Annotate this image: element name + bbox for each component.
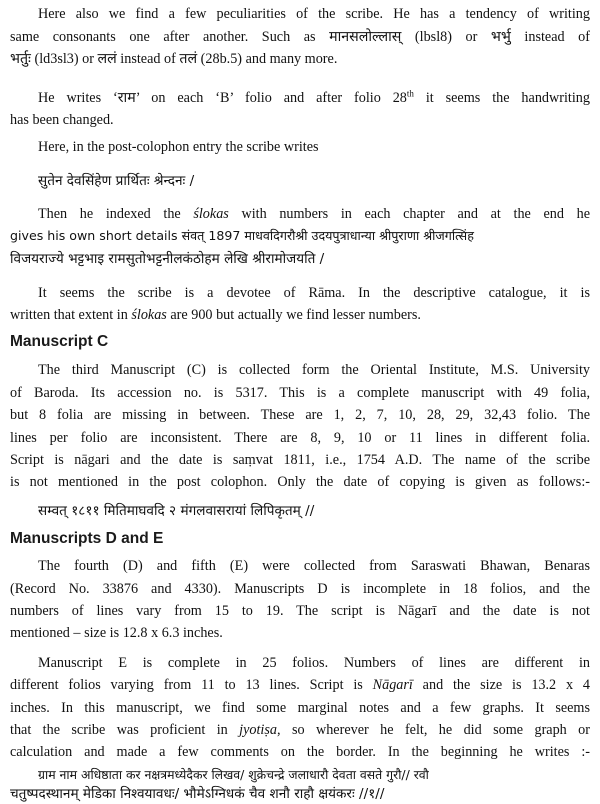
text-line: same consonants one after another. Such as मानसलोल्लास् (lbsl8) or भर्भु instead of bbox=[10, 29, 590, 45]
text-line: of Baroda. Its accession no. is 5317. This is a complete manuscript with 49 folia, bbox=[10, 385, 590, 401]
text-span: with numbers in each chapter and at the end he bbox=[228, 206, 590, 222]
text-line: The fourth (D) and fifth (E) were collected from Saraswati Bhawan, Benaras bbox=[38, 558, 590, 574]
text-line bbox=[38, 88, 590, 108]
text-span: written that extent in bbox=[10, 307, 132, 323]
sanskrit-quote: सुतेन देवसिंहेण प्रार्थितः श्रेन्दनः / bbox=[38, 173, 195, 189]
text-line: Script is nāgari and the date is saṃvat 1811, i.e., 1754 A.D. The name of the scribe bbox=[10, 452, 590, 468]
text-line: has been changed. bbox=[10, 112, 114, 128]
italic-term: jyotiṣa bbox=[239, 722, 277, 738]
text-span: that the scribe was proficient in bbox=[10, 722, 240, 738]
section-heading: Manuscript C bbox=[10, 333, 109, 350]
text-span: are 900 but actually we find lesser numbers. bbox=[166, 307, 421, 323]
italic-term: ślokas bbox=[131, 307, 167, 323]
text-line: numbers of lines vary from 15 to 19. The script is Nāgarī and the date is not bbox=[10, 603, 590, 619]
sanskrit-quote: चतुष्पदस्थानम् मेडिका निश्वयावधः/ भौमेऽग्निधकं चैव शनौ राहौ क्षयंकरः //१// bbox=[10, 786, 385, 802]
sanskrit-quote: ग्राम नाम अधिष्ठाता कर नक्षत्रमध्येदैकर लिखव/ शुक्रेचन्द्रे जलाधारौ देवता वसते गुरौ// रवौ bbox=[38, 767, 429, 782]
text-span: , so wherever he felt, he did some graph or bbox=[277, 722, 590, 738]
text-span: He writes ‘राम’ on each ‘B’ folio and after folio 28 bbox=[38, 90, 407, 106]
text-line: The third Manuscript (C) is collected form the Oriental Institute, M.S. University bbox=[38, 362, 590, 378]
text-line: but 8 folia are missing in between. These are 1, 2, 7, 10, 28, 29, 32,43 folio. The bbox=[10, 407, 590, 423]
text-line bbox=[10, 675, 590, 695]
italic-term: ślokas bbox=[193, 206, 229, 222]
text-line bbox=[10, 305, 590, 325]
text-line: lines per folio are inconsistent. There are 8, 9, 10 or 11 lines in different folia. bbox=[10, 430, 590, 446]
text-line bbox=[38, 204, 590, 224]
text-line: Manuscript E is complete in 25 folios. Numbers of lines are different in bbox=[38, 655, 590, 671]
superscript: th bbox=[406, 88, 414, 99]
text-line: (Record No. 33876 and 4330). Manuscripts D is incomplete in 18 folios, and the bbox=[10, 581, 590, 597]
text-line: mentioned – size is 12.8 x 6.3 inches. bbox=[10, 625, 223, 641]
text-line: Here, in the post-colophon entry the scribe writes bbox=[38, 139, 319, 155]
section-heading: Manuscripts D and E bbox=[10, 530, 164, 547]
text-line: It seems the scribe is a devotee of Rāma. In the descriptive catalogue, it is bbox=[38, 285, 590, 301]
text-span: Then he indexed the bbox=[38, 206, 194, 222]
text-line bbox=[10, 720, 590, 740]
text-line: भर्तुः (ld3sl3) or ललं instead of तलं (28b.5) and many more. bbox=[10, 51, 338, 67]
text-line: is not mentioned in the post colophon. Only the date of copying is given as follows:- bbox=[10, 474, 590, 490]
text-line: gives his own short details संवत् 1897 माधवदिगरौश्री उदयपुत्राधान्या श्रीपुराणा श्रीजगत्सिंह bbox=[10, 228, 474, 243]
sanskrit-quote: विजयराज्ये भट्टभाइ रामसुतोभट्टनीलकंठोहम लेखि श्रीरामोजयति / bbox=[10, 251, 325, 267]
text-line: inches. In this manuscript, we find some marginal notes and a few graphs. It seems bbox=[10, 700, 590, 716]
text-span: it seems the handwriting bbox=[413, 90, 590, 106]
text-span: and the size is 13.2 x 4 bbox=[412, 677, 590, 693]
sanskrit-quote: सम्वत् १८११ मितिमाघवदि २ मंगलवासरायां लिपिकृतम् // bbox=[38, 503, 315, 519]
text-line: Here also we find a few peculiarities of the scribe. He has a tendency of writing bbox=[38, 6, 590, 22]
text-span: different folios varying from 11 to 13 lines. Script is bbox=[10, 677, 373, 693]
italic-term: Nāgarī bbox=[372, 677, 413, 693]
text-line: calculation and made a few comments on the border. In the beginning he writes :- bbox=[10, 744, 590, 760]
